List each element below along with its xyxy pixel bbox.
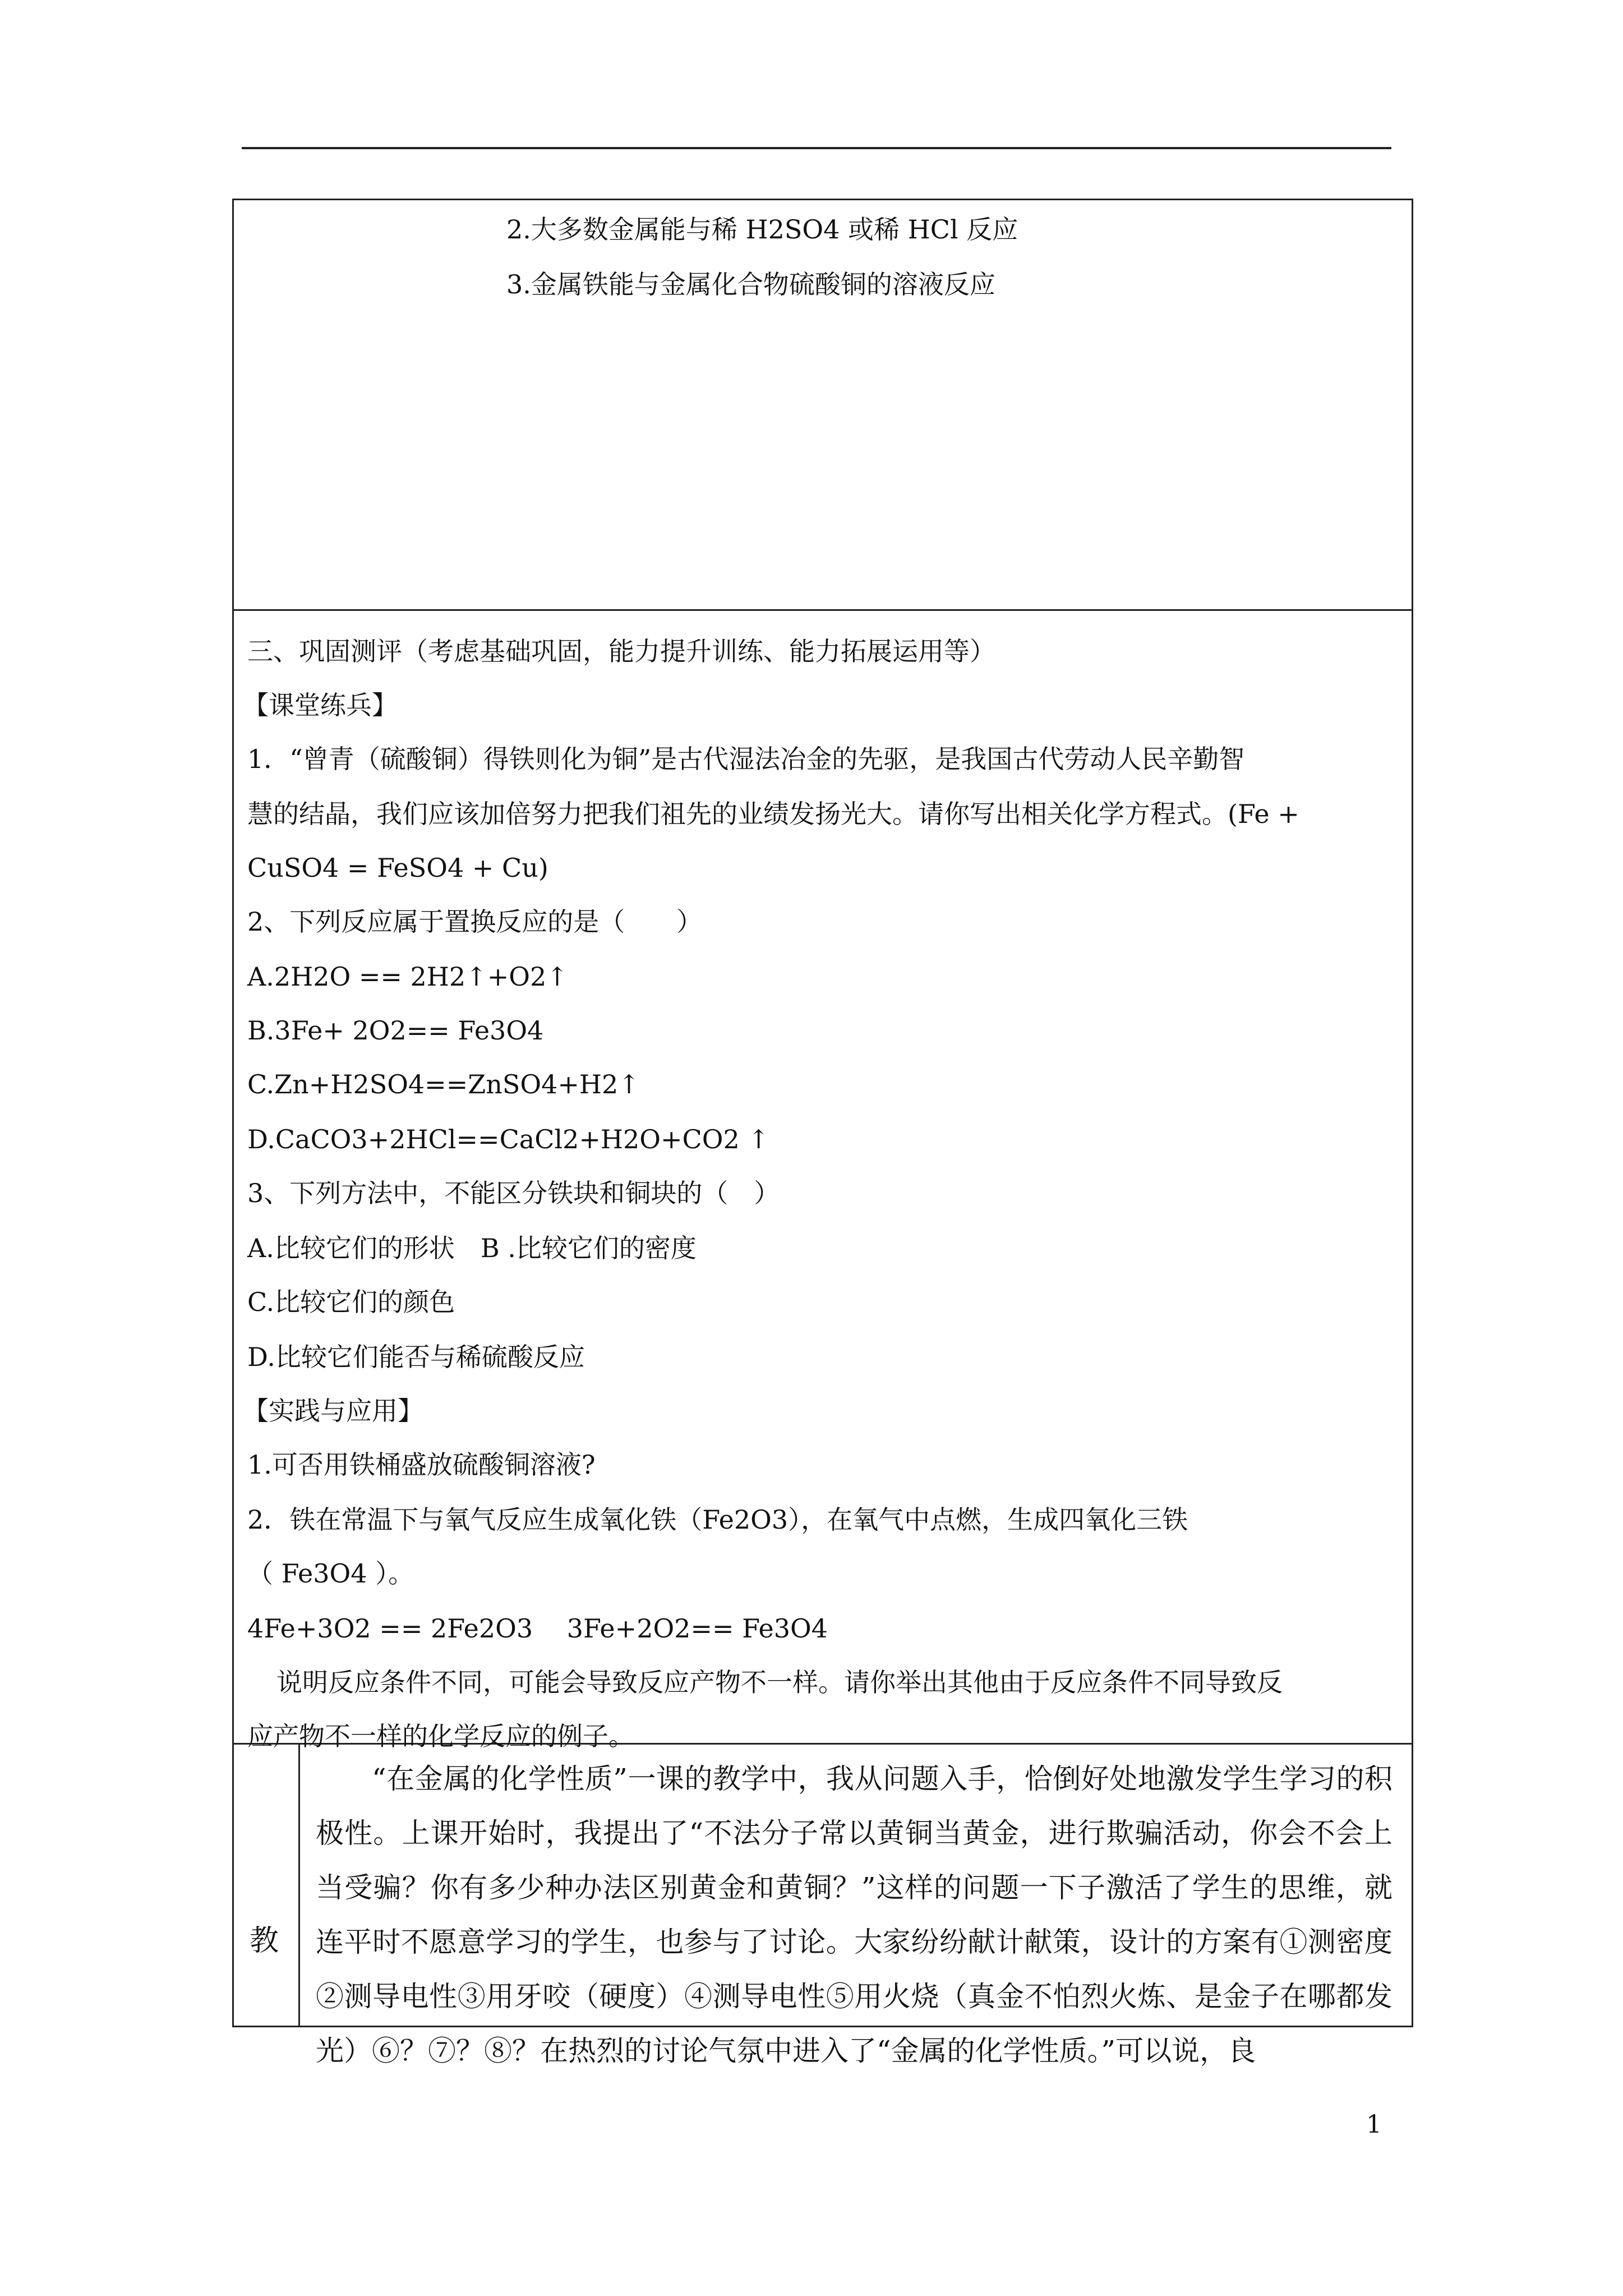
page-number: 1 — [1366, 2110, 1382, 2139]
cont-line-3: 3.金属铁能与金属化合物硫酸铜的溶液反应 — [506, 269, 995, 300]
q3: 3、下列方法中，不能区分铁块和铜块的（ ） — [247, 1178, 780, 1208]
row-divider-1 — [234, 609, 1412, 611]
q2-option-c: C.Zn+H2SO4==ZnSO4+H2↑ — [247, 1069, 640, 1099]
q3-option-c: C.比较它们的颜色 — [247, 1287, 455, 1317]
header-rule — [242, 147, 1391, 149]
reflection-paragraph: “在金属的化学性质”一课的教学中，我从问题入手，恰倒好处地激发学生学习的积极性。上课开始时，我提出了“不法分子常以黄铜当黄金，进行欺骗活动，你会不会上当受骗？你有多少种办法区别黄金和黄铜？”这样的问题一下子激活了学生的思维，就连平时不愿意学习的学生，也参与了讨论。大家纷纷献计献策，设计的方案有①测密度②测导电性③用牙咬（硬度）④测导电性⑤用火烧（真金不怕烈火炼、是金子在哪都发光）⑥？⑦？⑧？在热烈的讨论气氛中进入了“金属的化学性质。”可以说，良 — [316, 1763, 1393, 2067]
q2-option-a: A.2H2O == 2H2↑+O2↑ — [247, 961, 568, 992]
q2: 2、下列反应属于置换反应的是（ ） — [247, 907, 703, 937]
practice-heading: 【实践与应用】 — [243, 1396, 423, 1426]
practice-q2-equations: 4Fe+3O2 == 2Fe2O3 3Fe+2O2== Fe3O4 — [247, 1613, 828, 1644]
q2-option-d: D.CaCO3+2HCl==CaCl2+H2O+CO2 ↑ — [247, 1124, 769, 1154]
q1-line-2: 慧的结晶，我们应该加倍努力把我们祖先的业绩发扬光大。请你写出相关化学方程式。(Fe + — [247, 799, 1299, 829]
practice-q2-line-3: 说明反应条件不同，可能会导致反应产物不一样。请你举出其他由于反应条件不同导致反 — [276, 1667, 1283, 1697]
q1-line-3: CuSO4 = FeSO4 + Cu) — [247, 853, 548, 883]
practice-q2-line-1: 2．铁在常温下与氧气反应生成氧化铁（Fe2O3），在氧气中点燃，生成四氧化三铁 — [247, 1504, 1188, 1535]
lesson-table — [232, 199, 1413, 2067]
q3-option-d: D.比较它们能否与稀硫酸反应 — [247, 1342, 585, 1372]
cont-line-2: 2.大多数金属能与稀 H2SO4 或稀 HCl 反应 — [506, 214, 1018, 245]
reflection-side-label: 教 — [250, 1924, 279, 1958]
practice-q1: 1.可否用铁桶盛放硫酸铜溶液? — [247, 1450, 596, 1480]
practice-q2-line-2: （ Fe3O4 ）。 — [247, 1558, 414, 1589]
q1-line-1: 1．“曾青（硫酸铜）得铁则化为铜”是古代湿法冶金的先驱，是我国古代劳动人民辛勤智 — [247, 744, 1245, 774]
reflection-text — [316, 1752, 1393, 2078]
practice-q2-line-4: 应产物不一样的化学反应的例子。 — [247, 1721, 634, 1751]
classroom-heading: 【课堂练兵】 — [243, 690, 398, 720]
q2-option-b: B.3Fe+ 2O2== Fe3O4 — [247, 1015, 544, 1046]
q3-options-ab: A.比较它们的形状 B .比较它们的密度 — [247, 1233, 697, 1263]
column-divider — [298, 1743, 300, 2027]
section-heading: 三、巩固测评（考虑基础巩固，能力提升训练、能力拓展运用等） — [247, 636, 995, 666]
